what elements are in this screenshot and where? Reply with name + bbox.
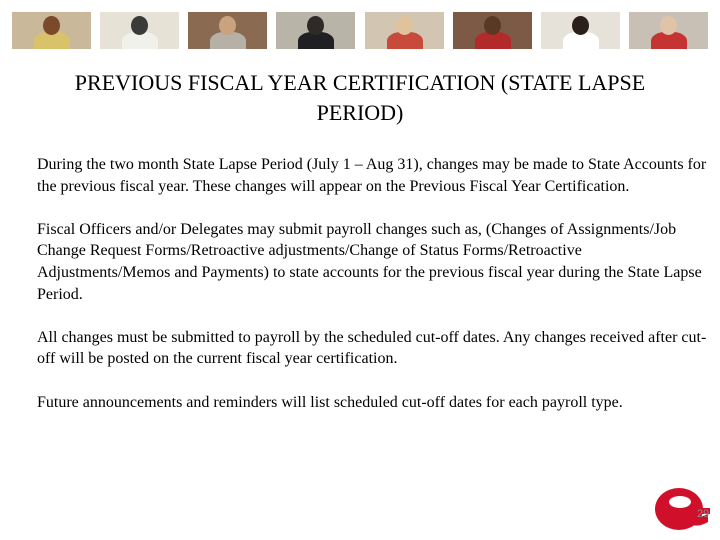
photo-person-head <box>484 16 501 35</box>
header-photo-strip <box>12 12 708 49</box>
header-photo <box>453 12 532 49</box>
paragraph-cutoff: All changes must be submitted to payroll by the scheduled cut-off dates. Any changes received after cut-off will be posted on the current fiscal year certification. <box>37 328 707 368</box>
photo-person-head <box>43 16 60 35</box>
slide-title: PREVIOUS FISCAL YEAR CERTIFICATION (STATE LAPSE PERIOD) <box>74 70 646 125</box>
paragraph-lapse-period: During the two month State Lapse Period (July 1 – Aug 31), changes may be made to State Accounts for the previous fiscal year. These changes will appear on the Previous Fiscal Year Certification. <box>37 156 707 195</box>
header-photo <box>100 12 179 49</box>
header-photo <box>12 12 91 49</box>
photo-person-head <box>396 16 413 35</box>
paragraph-announcements: Future announcements and reminders will list scheduled cut-off dates for each payroll type. <box>37 393 623 411</box>
photo-person-head <box>131 16 148 35</box>
header-photo <box>541 12 620 49</box>
header-photo <box>276 12 355 49</box>
paragraph-payroll-changes: Fiscal Officers and/or Delegates may submit payroll changes such as, (Changes of Assignments/Job Change Request Forms/Retroactive adjustments/Change of Status Forms/Retroactive Adjustments/Memos and Payments) to state accounts for the previous fiscal year during the State Lapse Period. <box>37 220 702 303</box>
header-photo <box>629 12 708 49</box>
e-logo-icon <box>652 482 710 532</box>
slide-body <box>37 154 707 435</box>
page-number: 29 <box>697 508 710 520</box>
photo-person-head <box>572 16 589 35</box>
header-photo <box>188 12 267 49</box>
photo-person-head <box>660 16 677 35</box>
header-photo <box>365 12 444 49</box>
